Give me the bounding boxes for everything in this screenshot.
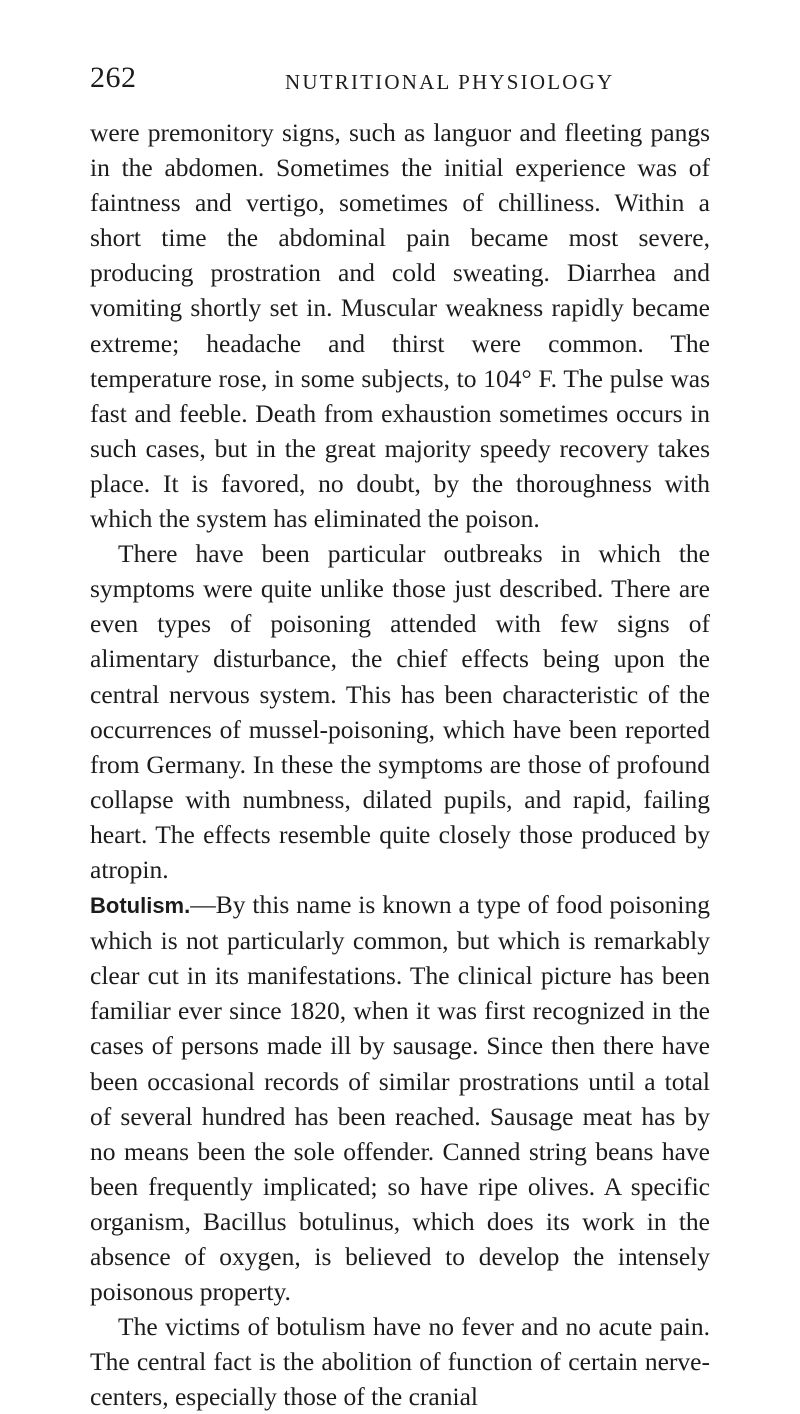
body-text xyxy=(90,115,710,1414)
paragraph-botulism-text: —By this name is known a type of food poisoning which is not particularly common, but which is remarkably clear cut in its manifestations. The clinical picture has been familiar ever since 1820, when it was first recognized in the cases of persons made ill by sausage. Since then there have been occasional records of similar prostrations until a total of several hundred has been reached. Sausage meat has by no means been the sole offender. Canned string beans have been frequently implicated; so have ripe olives. A specific organism, Bacillus botulinus, which does its work in the absence of oxygen, is believed to develop the intensely poisonous property. xyxy=(90,890,710,1307)
section-heading-botulism: Botulism. xyxy=(90,893,191,919)
paragraph-botulism-symptoms: The victims of botulism have no fever and no acute pain. The central fact is the abolition of function of certain nerve-centers, especially those of the cranial xyxy=(90,1312,710,1412)
paragraph-mussel-poisoning: There have been particular outbreaks in which the symptoms were quite unlike those just described. There are even types of poisoning attended with few signs of alimentary disturbance, the chief effects being upon the central nervous system. This has been characteristic of the occurrences of mussel-poisoning, which have been reported from Germany. In these the symptoms are those of profound collapse with numbness, dilated pupils, and rapid, failing heart. The effects resemble quite closely those produced by atropin. xyxy=(90,539,710,884)
running-head xyxy=(90,58,705,98)
page-number: 262 xyxy=(90,61,137,94)
paragraph-botulism xyxy=(90,887,710,1309)
running-title: NUTRITIONAL PHYSIOLOGY xyxy=(285,70,615,94)
paragraph-continuation: were premonitory signs, such as languor and fleeting pangs in the abdomen. Sometimes the initial experience was of faintness and vertigo, sometimes of chilliness. Within a short time the abdominal pain became most severe, producing prostration and cold sweating. Diarrhea and vomiting shortly set in. Muscular weakness rapidly became extreme; headache and thirst were common. The temperature rose, in some subjects, to 104° F. The pulse was fast and feeble. Death from exhaustion sometimes occurs in such cases, but in the great majority speedy recovery takes place. It is favored, no doubt, by the thoroughness with which the system has eliminated the poison. xyxy=(90,118,710,534)
